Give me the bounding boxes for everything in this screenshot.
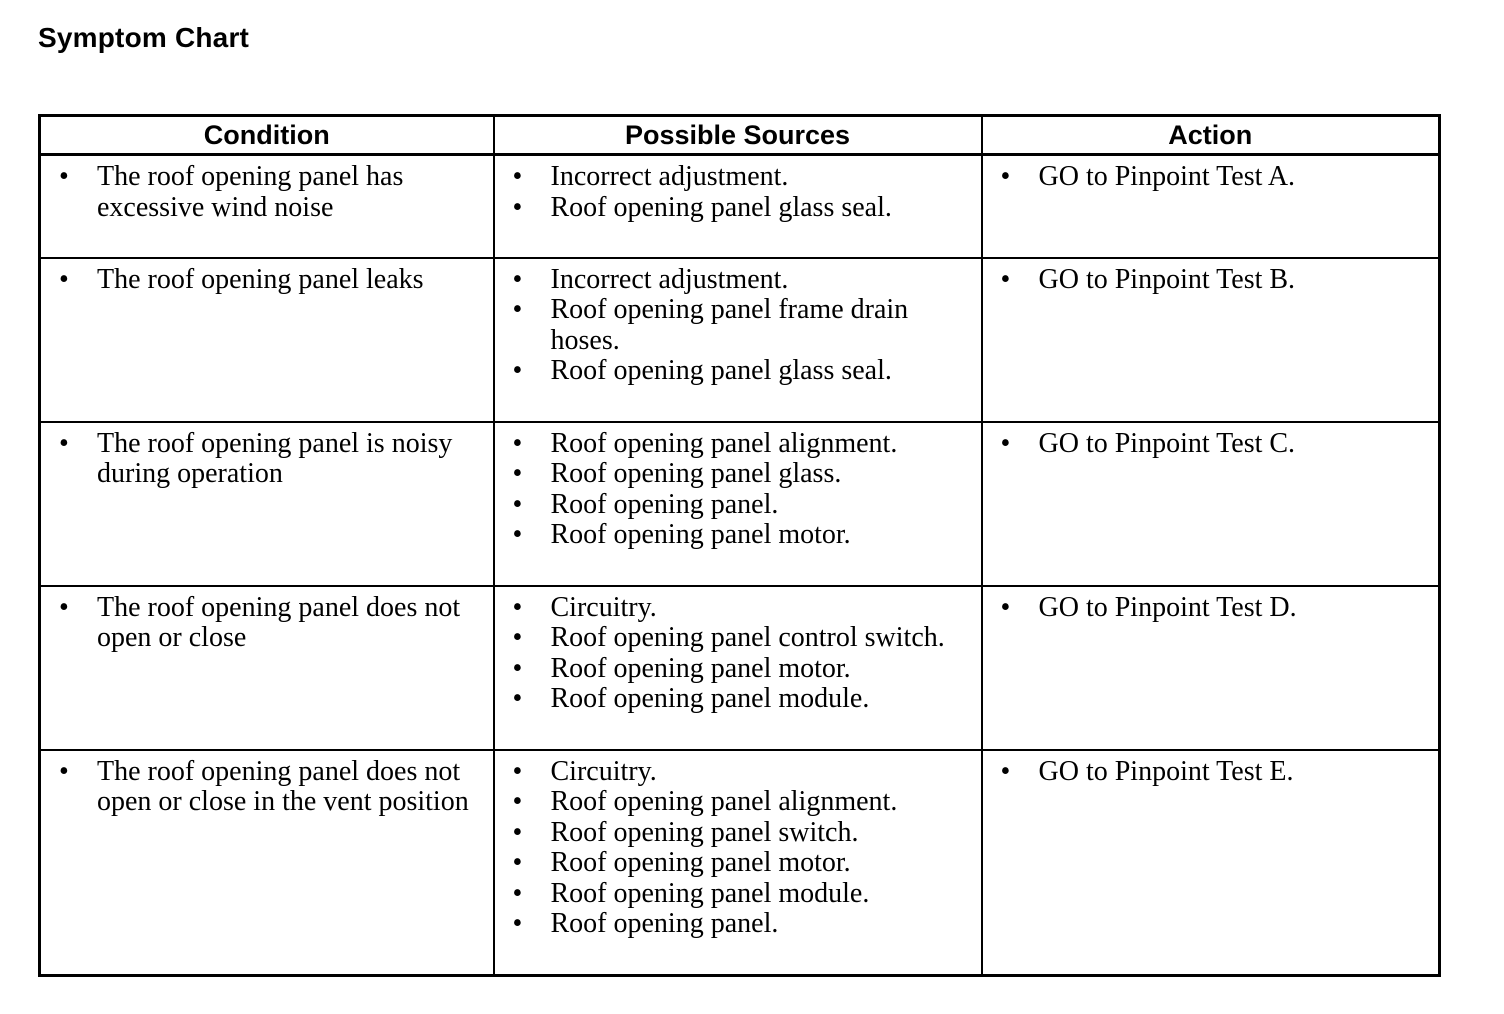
column-header-action: Action [982,116,1440,155]
source-item: • Incorrect adjustment. [501,265,975,296]
symptom-table [38,114,1441,977]
page-title: Symptom Chart [38,22,250,53]
source-item: • Roof opening panel alignment. [501,787,975,818]
column-header-condition: Condition [40,116,494,155]
action-text: • GO to Pinpoint Test A. [989,162,1433,193]
source-item: • Roof opening panel motor. [501,654,975,685]
action-text: • GO to Pinpoint Test C. [989,429,1433,460]
action-cell [982,155,1440,258]
source-item: • Roof opening panel glass seal. [501,193,975,224]
action-cell [982,258,1440,422]
sources-cell [494,155,982,258]
condition-text: • The roof opening panel does not open or close in the vent position [47,757,487,818]
source-item: • Roof opening panel. [501,490,975,521]
action-cell [982,422,1440,586]
condition-text: • The roof opening panel has excessive wind noise [47,162,487,223]
action-cell [982,750,1440,976]
column-header-possible-sources: Possible Sources [494,116,982,155]
action-cell [982,586,1440,750]
action-text: • GO to Pinpoint Test B. [989,265,1433,296]
source-item: • Roof opening panel frame drain hoses. [501,295,975,356]
table-row [40,155,1440,258]
condition-text: • The roof opening panel is noisy during operation [47,429,487,490]
source-item: • Roof opening panel motor. [501,520,975,551]
table-row [40,258,1440,422]
source-item: • Incorrect adjustment. [501,162,975,193]
sources-cell [494,750,982,976]
condition-cell [40,155,494,258]
source-item: • Roof opening panel control switch. [501,623,975,654]
condition-cell [40,586,494,750]
source-item: • Roof opening panel glass. [501,459,975,490]
table-row [40,586,1440,750]
source-item: • Circuitry. [501,757,975,788]
condition-cell [40,258,494,422]
source-item: • Roof opening panel. [501,909,975,940]
table-header-row [40,116,1440,155]
source-item: • Circuitry. [501,593,975,624]
source-item: • Roof opening panel module. [501,879,975,910]
condition-text: • The roof opening panel leaks [47,265,487,296]
condition-cell [40,422,494,586]
table-row [40,750,1440,976]
sources-cell [494,586,982,750]
action-text: • GO to Pinpoint Test E. [989,757,1433,788]
source-item: • Roof opening panel alignment. [501,429,975,460]
source-item: • Roof opening panel glass seal. [501,356,975,387]
condition-cell [40,750,494,976]
condition-text: • The roof opening panel does not open or close [47,593,487,654]
table-row [40,422,1440,586]
action-text: • GO to Pinpoint Test D. [989,593,1433,624]
source-item: • Roof opening panel motor. [501,848,975,879]
source-item: • Roof opening panel module. [501,684,975,715]
sources-cell [494,258,982,422]
source-item: • Roof opening panel switch. [501,818,975,849]
sources-cell [494,422,982,586]
